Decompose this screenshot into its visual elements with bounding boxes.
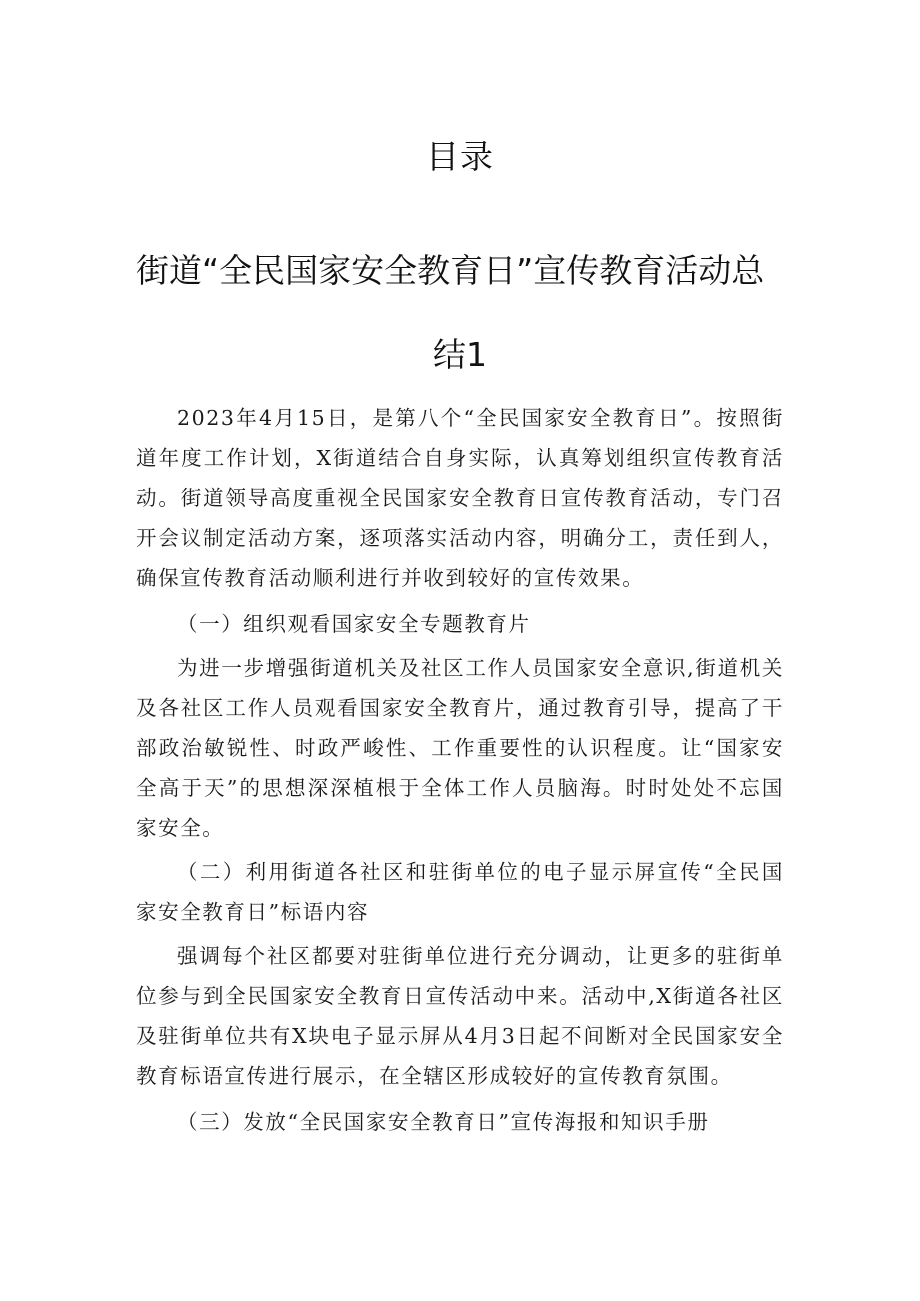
document-title-line-2: 结1 (433, 335, 487, 374)
document-body (136, 398, 784, 1146)
toc-title: 目录 (426, 137, 494, 176)
document-title-line-1: 街道“全民国家安全教育日”宣传教育活动总 (136, 251, 765, 290)
section-heading-1: （一）组织观看国家安全专题教育片 (177, 612, 531, 636)
section-heading-2: （二）利用街道各社区和驻街单位的电子显示屏宣传“全民国家安全教育日”标语内容 (136, 860, 784, 924)
intro-paragraph: 2023年4月15日，是第八个“全民国家安全教育日”。按照街道年度工作计划，X街道结合自身实际，认真筹划组织宣传教育活动。街道领导高度重视全民国家安全教育日宣传教育活动，专门召开会议制定活动方案，逐项落实活动内容，明确分工，责任到人，确保宣传教育活动顺利进行并收到较好的宣传效果。 (136, 406, 784, 590)
section-paragraph-1: 为进一步增强街道机关及社区工作人员国家安全意识,街道机关及各社区工作人员观看国家安全教育片，通过教育引导，提高了干部政治敏锐性、时政严峻性、工作重要性的认识程度。让“国家安全高于天”的思想深深植根于全体工作人员脑海。时时处处不忘国家安全。 (136, 656, 784, 840)
section-paragraph-2: 强调每个社区都要对驻街单位进行充分调动，让更多的驻街单位参与到全民国家安全教育日宣传活动中来。活动中,X街道各社区及驻街单位共有X块电子显示屏从4月3日起不间断对全民国家安全教育标语宣传进行展示，在全辖区形成较好的宣传教育氛围。 (136, 944, 784, 1088)
section-heading-3: （三）发放“全民国家安全教育日”宣传海报和知识手册 (177, 1110, 710, 1134)
